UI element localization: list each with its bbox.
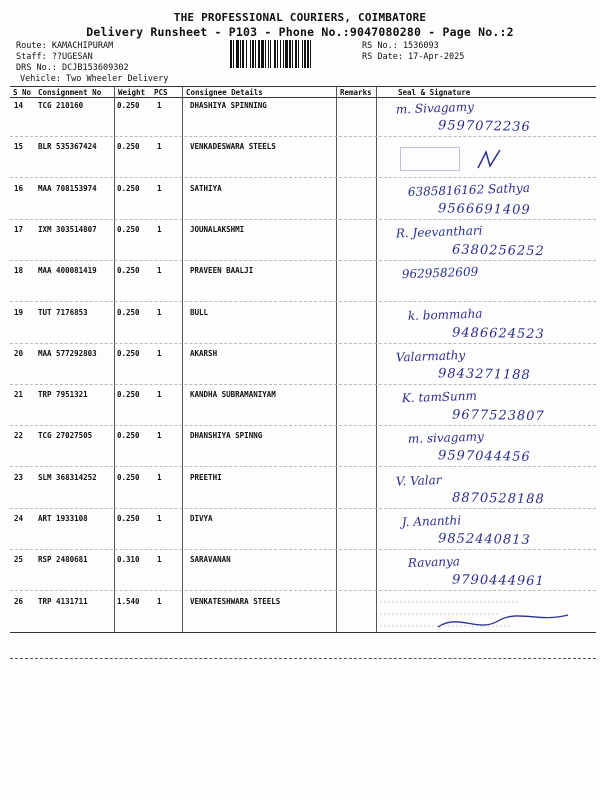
row-pcs: 1 — [157, 308, 162, 317]
row-consignment-no: SLM 368314252 — [38, 473, 97, 482]
rs-number: RS No.: 1536093 — [362, 41, 439, 51]
row-consignment-no: TUT 7176853 — [38, 308, 88, 317]
company-stamp — [400, 147, 460, 171]
row-consignment-no: BLR 535367424 — [38, 142, 97, 151]
row-sno: 18 — [14, 266, 24, 275]
staff-label: Staff: ??UGESAN — [16, 52, 93, 62]
row-pcs: 1 — [157, 514, 162, 523]
col-sno: S No — [13, 88, 32, 97]
svg-text:k. bommaha: k. bommaha — [407, 306, 483, 324]
row-consignment-no: ART 1933108 — [38, 514, 88, 523]
row-weight: 0.250 — [117, 514, 140, 523]
row-weight: 0.250 — [117, 308, 140, 317]
row-sno: 19 — [14, 308, 24, 317]
row-consignee: SARAVANAN — [190, 555, 231, 564]
col-pcs: PCS — [154, 88, 168, 97]
row-signature — [378, 469, 596, 511]
row-consignment-no: RSP 2480681 — [38, 555, 88, 564]
svg-text:9597044456: 9597044456 — [437, 448, 531, 465]
row-consignee: VENKADESWARA STEELS — [190, 142, 276, 151]
row-consignee: PRAVEEN BAALJI — [190, 266, 254, 275]
row-consignee: DIVYA — [190, 514, 213, 523]
row-pcs: 1 — [157, 101, 162, 110]
row-sno: 26 — [14, 597, 24, 606]
svg-text:m. Sivagamy: m. Sivagamy — [395, 99, 475, 117]
row-consignee: DHANSHIYA SPINNG — [190, 431, 263, 440]
row-sno: 22 — [14, 431, 24, 440]
row-signature — [378, 551, 596, 593]
row-separator — [10, 590, 596, 591]
svg-text:9843271188: 9843271188 — [437, 366, 531, 383]
row-consignment-no: TCG 210160 — [38, 101, 84, 110]
row-signature — [378, 262, 596, 304]
svg-text:J. Ananthi: J. Ananthi — [401, 513, 462, 530]
row-signature — [378, 510, 596, 552]
row-pcs: 1 — [157, 266, 162, 275]
row-pcs: 1 — [157, 184, 162, 193]
row-consignment-no: MAA 400081419 — [38, 266, 97, 275]
route-label: Route: KAMACHIPURAM — [16, 41, 114, 51]
row-pcs: 1 — [157, 555, 162, 564]
vehicle-label: Vehicle: Two Wheeler Delivery — [20, 74, 169, 84]
col-consignee: Consignee Details — [186, 88, 263, 97]
svg-text:9597072236: 9597072236 — [437, 118, 531, 135]
row-sno: 16 — [14, 184, 24, 193]
row-consignment-no: TCG 27027505 — [38, 431, 93, 440]
row-consignment-no: TRP 4131711 — [38, 597, 88, 606]
col-remarks: Remarks — [340, 88, 372, 97]
svg-text:K. tamSunm: K. tamSunm — [401, 388, 478, 406]
row-consignee: DHASHIYA SPINNING — [190, 101, 267, 110]
row-pcs: 1 — [157, 473, 162, 482]
table-top-rule — [10, 86, 596, 87]
svg-text:V. Valar: V. Valar — [395, 472, 442, 489]
row-consignee: AKARSH — [190, 349, 218, 358]
row-pcs: 1 — [157, 431, 162, 440]
row-weight: 0.250 — [117, 390, 140, 399]
company-stamp — [380, 596, 520, 636]
svg-text:9677523807: 9677523807 — [451, 407, 545, 425]
svg-text:9566691409: 9566691409 — [437, 201, 531, 218]
row-consignee: PREETHI — [190, 473, 222, 482]
row-signature — [378, 97, 596, 139]
row-weight: 0.250 — [117, 473, 140, 482]
row-signature — [378, 221, 596, 263]
table-bottom-rule — [10, 632, 596, 633]
row-signature — [378, 345, 596, 387]
row-weight: 0.250 — [117, 349, 140, 358]
row-consignment-no: TRP 7951321 — [38, 390, 88, 399]
runsheet-title: Delivery Runsheet - P103 - Phone No.:9047080280 - Page No.:2 — [86, 25, 514, 39]
row-pcs: 1 — [157, 225, 162, 234]
col-weight: Weight — [118, 88, 146, 97]
svg-text:9629582609: 9629582609 — [401, 264, 479, 282]
row-sno: 25 — [14, 555, 24, 564]
col-seal-signature: Seal & Signature — [398, 88, 471, 97]
svg-text:6380256252: 6380256252 — [451, 242, 545, 260]
svg-text:Valarmathy: Valarmathy — [395, 348, 466, 365]
svg-text:m. sivagamy: m. sivagamy — [407, 429, 485, 447]
row-sno: 14 — [14, 101, 24, 110]
row-sno: 15 — [14, 142, 24, 151]
row-signature — [378, 304, 596, 346]
row-consignment-no: MAA 577292803 — [38, 349, 97, 358]
row-weight: 0.250 — [117, 225, 140, 234]
footer-dashed-rule — [10, 658, 596, 659]
row-weight: 0.250 — [117, 431, 140, 440]
row-separator — [10, 301, 596, 302]
row-signature — [378, 180, 596, 222]
row-weight: 0.310 — [117, 555, 140, 564]
svg-text:8870528188: 8870528188 — [451, 490, 545, 508]
row-separator — [10, 466, 596, 467]
row-consignment-no: IXM 303514807 — [38, 225, 97, 234]
barcode — [230, 40, 354, 68]
svg-text:Ravanya: Ravanya — [407, 554, 461, 571]
row-separator — [10, 177, 596, 178]
svg-text:6385816162 Sathya: 6385816162 Sathya — [407, 180, 531, 200]
row-signature — [378, 427, 596, 469]
row-consignee: JOUNALAKSHMI — [190, 225, 245, 234]
row-sno: 24 — [14, 514, 24, 523]
row-weight: 1.540 — [117, 597, 140, 606]
row-pcs: 1 — [157, 349, 162, 358]
drs-label: DRS No.: DCJB153609302 — [16, 63, 129, 73]
row-sno: 20 — [14, 349, 24, 358]
row-consignee: BULL — [190, 308, 209, 317]
row-weight: 0.250 — [117, 101, 140, 110]
row-consignee: KANDHA SUBRAMANIYAM — [190, 390, 276, 399]
company-title: THE PROFESSIONAL COURIERS, COIMBATORE — [173, 11, 427, 24]
svg-text:9486624523: 9486624523 — [451, 325, 545, 343]
svg-text:9790444961: 9790444961 — [451, 572, 545, 590]
row-weight: 0.250 — [117, 266, 140, 275]
row-consignee: SATHIYA — [190, 184, 222, 193]
svg-text:R. Jeevanthari: R. Jeevanthari — [395, 223, 483, 241]
row-weight: 0.250 — [117, 184, 140, 193]
row-sno: 17 — [14, 225, 24, 234]
row-pcs: 1 — [157, 597, 162, 606]
col-consignment: Consignment No — [38, 88, 102, 97]
rs-date: RS Date: 17-Apr-2025 — [362, 52, 465, 62]
row-consignment-no: MAA 708153974 — [38, 184, 97, 193]
row-weight: 0.250 — [117, 142, 140, 151]
row-consignee: VENKATESHWARA STEELS — [190, 597, 281, 606]
row-pcs: 1 — [157, 390, 162, 399]
row-sno: 23 — [14, 473, 24, 482]
svg-text:9852440813: 9852440813 — [437, 531, 531, 548]
row-signature — [378, 386, 596, 428]
row-sno: 21 — [14, 390, 24, 399]
row-pcs: 1 — [157, 142, 162, 151]
